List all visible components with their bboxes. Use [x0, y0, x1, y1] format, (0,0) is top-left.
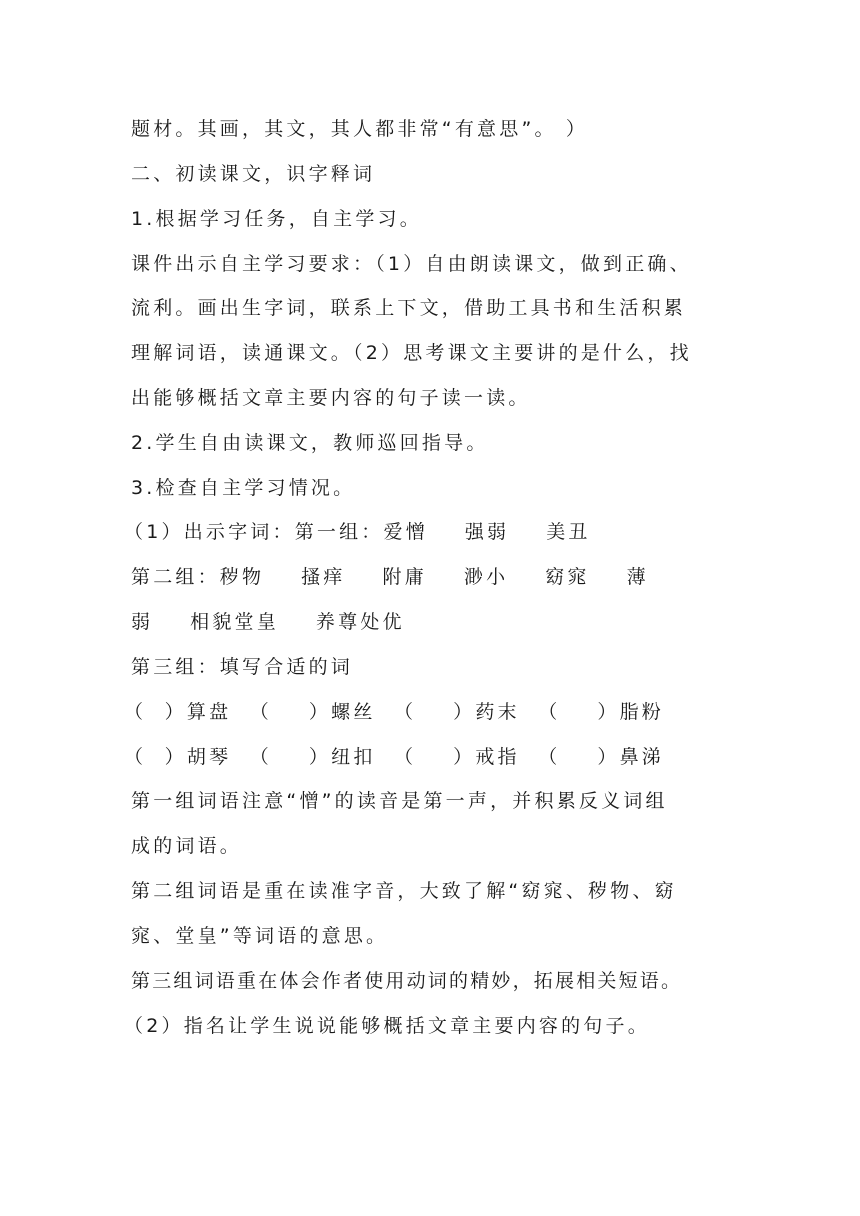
text-line: （2）指名让学生说说能够概括文章主要内容的句子。 — [124, 1015, 650, 1037]
text-line: 3.检查自主学习情况。 — [131, 477, 356, 499]
text-line: 第二组词语是重在读准字音，大致了解“窈窕、秽物、窈 — [131, 880, 677, 902]
text-line: 弱 相貌堂皇 养尊处优 — [131, 611, 405, 633]
text-line: 课件出示自主学习要求：（1）自由朗读课文，做到正确、 — [131, 253, 692, 275]
text-line: 理解词语，读通课文。（2）思考课文主要讲的是什么，找 — [131, 342, 692, 364]
text-line: （ ）算盘 （ ）螺丝 （ ）药末 （ ）脂粉 — [124, 701, 664, 723]
text-line: 窕、堂皇”等词语的意思。 — [131, 925, 389, 947]
text-line: （ ）胡琴 （ ）纽扣 （ ）戒指 （ ）鼻涕 — [124, 746, 664, 768]
text-line: 第一组词语注意“憎”的读音是第一声，并积累反义词组 — [131, 790, 668, 812]
text-line: 第三组词语重在体会作者使用动词的精妙，拓展相关短语。 — [131, 970, 683, 992]
text-line: 成的词语。 — [131, 835, 243, 857]
text-line: 1.根据学习任务，自主学习。 — [131, 208, 422, 230]
text-line: （1）出示字词：第一组：爱憎 强弱 美丑 — [124, 521, 591, 543]
text-line: 流利。画出生字词，联系上下文，借助工具书和生活积累 — [131, 297, 687, 319]
text-line: 第二组：秽物 搔痒 附庸 渺小 窈窕 薄 — [131, 566, 649, 588]
text-line: 第三组：填写合适的词 — [131, 656, 354, 678]
section-heading: 二、初读课文，识字释词 — [131, 163, 376, 185]
text-line: 出能够概括文章主要内容的句子读一读。 — [131, 387, 531, 409]
text-line: 2.学生自由读课文，教师巡回指导。 — [131, 432, 489, 454]
text-line: 题材。其画，其文，其人都非常“有意思”。 ） — [131, 118, 589, 140]
